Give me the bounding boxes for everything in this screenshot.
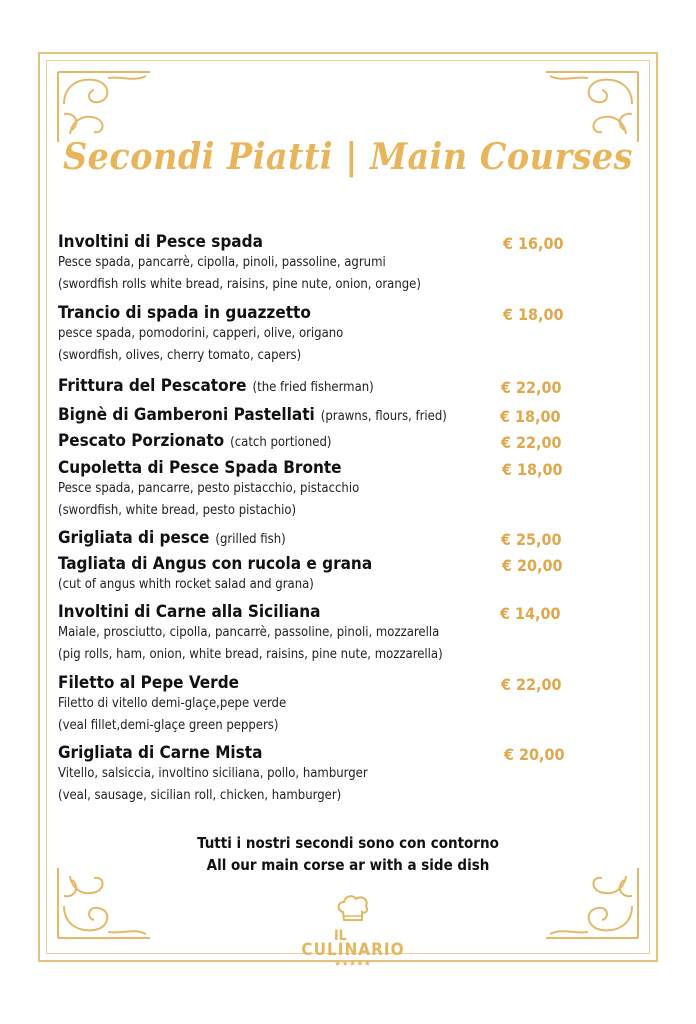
menu-item-price: € 22,00 [501, 378, 562, 397]
menu-item-translation: (swordfish rolls white bread, raisins, pine nute, onion, orange) [58, 277, 421, 292]
menu-item-name: Filetto al Pepe Verde [58, 673, 240, 693]
menu-item [58, 528, 578, 548]
menu-item [58, 673, 578, 737]
menu-item [58, 303, 578, 367]
menu-item-note: (catch portioned) [230, 435, 332, 450]
menu-item-price: € 14,00 [500, 604, 561, 623]
menu-item-price: € 20,00 [504, 745, 565, 764]
logo [298, 892, 408, 972]
logo-name: CULINARIO [301, 940, 405, 960]
menu-item-price: € 25,00 [501, 530, 562, 549]
menu-item-note: (the fried fisherman) [252, 380, 374, 395]
menu-item-price: € 16,00 [503, 234, 564, 253]
menu-item [58, 376, 578, 396]
menu-item-description: pesce spada, pomodorini, capperi, olive, origano [58, 326, 344, 341]
menu-item-name: Trancio di spada in guazzetto [58, 303, 311, 323]
menu-item [58, 431, 578, 451]
menu-item-description: Maiale, prosciutto, cipolla, pancarrè, passoline, pinoli, mozzarella [58, 625, 440, 640]
menu-item [58, 554, 578, 596]
menu-item-translation: (veal, sausage, sicilian roll, chicken, hamburger) [58, 788, 342, 803]
menu-item [58, 232, 578, 296]
menu-item-name: Involtini di Carne alla Siciliana [58, 602, 321, 622]
menu-item-translation: (veal fillet,demi-glaçe green peppers) [58, 718, 279, 733]
menu-item-description: Pesce spada, pancarrè, cipolla, pinoli, passoline, agrumi [58, 255, 386, 270]
menu-item-price: € 22,00 [501, 675, 562, 694]
logo-stars: ★★★★★ [334, 959, 372, 968]
footer-note-en: All our main corse ar with a side dish [206, 856, 490, 874]
menu-item-price: € 20,00 [502, 556, 563, 575]
menu-item-name: Grigliata di Carne Mista [58, 743, 263, 763]
chef-hat-icon [336, 894, 370, 924]
menu-item-name: Bignè di Gamberoni Pastellati (prawns, flours, fried) [58, 405, 447, 425]
menu-item-name: Grigliata di pesce (grilled fish) [58, 528, 286, 548]
menu-item-name: Frittura del Pescatore (the fried fisherman) [58, 376, 374, 396]
menu-item-price: € 18,00 [500, 407, 561, 426]
menu-item-name: Pescato Porzionato (catch portioned) [58, 431, 332, 451]
menu-item-note: (grilled fish) [215, 532, 286, 547]
footer-note-it: Tutti i nostri secondi sono con contorno [197, 834, 499, 852]
menu-item [58, 458, 578, 522]
menu-item-name: Involtini di Pesce spada [58, 232, 263, 252]
menu-item-price: € 18,00 [502, 460, 563, 479]
logo-prefix: IL [334, 928, 347, 944]
menu-item-translation: (pig rolls, ham, onion, white bread, raisins, pine nute, mozzarella) [58, 647, 443, 662]
menu-item [58, 743, 578, 807]
menu-item-price: € 22,00 [501, 433, 562, 452]
menu-item-translation: (swordfish, white bread, pesto pistachio) [58, 503, 297, 518]
menu-item-translation: (swordfish, olives, cherry tomato, capers) [58, 348, 302, 363]
menu-item-price: € 18,00 [503, 305, 564, 324]
menu-item-note: (prawns, flours, fried) [320, 409, 447, 424]
menu-item-description: Filetto di vitello demi-glaçe,pepe verde [58, 696, 287, 711]
menu-item-description: Vitello, salsiccia, involtino siciliana, pollo, hamburger [58, 766, 368, 781]
menu-item-name: Cupoletta di Pesce Spada Bronte [58, 458, 342, 478]
menu-item-name: Tagliata di Angus con rucola e grana [58, 554, 373, 574]
page-title: Secondi Piatti | Main Courses [63, 136, 633, 178]
menu-item-translation: (cut of angus whith rocket salad and grana) [58, 577, 314, 592]
menu-item-description: Pesce spada, pancarre, pesto pistacchio, pistacchio [58, 481, 360, 496]
